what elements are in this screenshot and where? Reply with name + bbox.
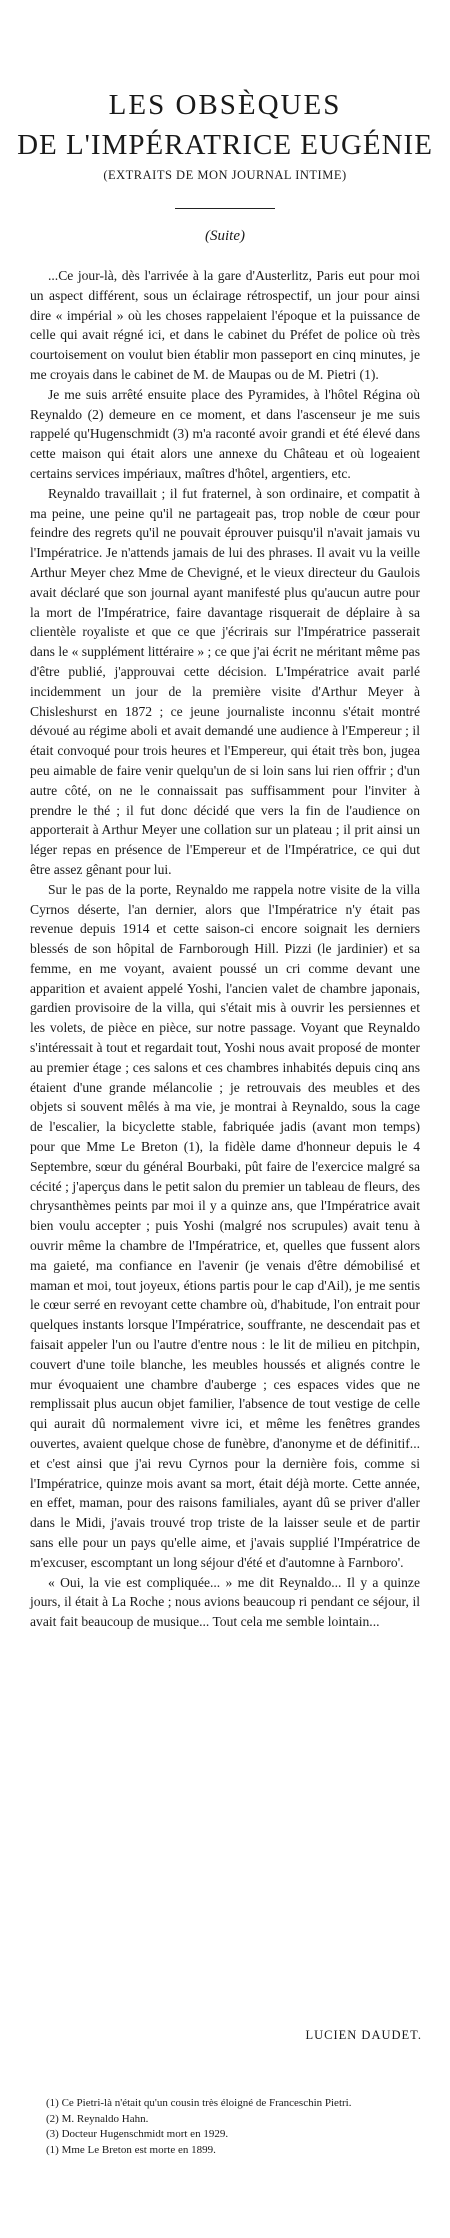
title-rule bbox=[175, 208, 275, 209]
footnote: (1) Ce Pietri-là n'était qu'un cousin très éloigné de Franceschin Pietri. bbox=[46, 2097, 352, 2109]
continuation-label: (Suite) bbox=[205, 228, 245, 244]
paragraph: « Oui, la vie est compliquée... » me dit Reynaldo... Il y a quinze jours, il était à La Roche ; nous avions beaucoup ri pendant ce séjour, il avait fait beaucoup de musique... Tout cela me semble lointain... bbox=[30, 1574, 420, 1630]
paragraph: Reynaldo travaillait ; il fut fraternel, à son ordinaire, et compatit à ma peine, une peine qu'il ne partageait pas, trop noble de cœur pour feindre des regrets qu'il ne pouvait éprouver puisqu'il n'avait jamais vu l'Impératrice. Je n'attends jamais de lui des phrases. Il avait vu la veille Arthur Meyer chez Mme de Chevigné, et le vieux directeur du Gaulois avait déclaré que son journal ayant manifesté plus qu'aucun autre pour la mort de l'Impératrice, faire davantage risquerait de déplaire à sa clientèle royaliste et que ce que j'écrirais sur l'Impératrice passerait dans le « supplément littéraire » ; ce que j'ai écrit ne méritant même pas d'être publié, j'approuvai cette décision. L'Impératrice avait parlé incidemment un jour de la première visite d'Arthur Meyer à Chisleshurst en 1872 ; ce jeune journaliste inconnu s'était montré dévoué au régime aboli et avait demandé une audience à l'Empereur ; il était convoqué pour trois heures et l'Empereur, qui était très bon, jugea peu aimable de faire venir quelqu'un de si loin sans lui rien offrir ; d'un autre côté, on ne le connaissait pas suffisamment pour l'inviter à prendre le thé ; il fut donc décidé que vers la fin de l'audience on apporterait à Arthur Meyer une collation sur un plateau ; il prit ainsi un léger repas en présence de l'Empereur et de l'Impératrice, ce qui dut être assez gênant pour lui. bbox=[30, 485, 420, 877]
footnote: (2) M. Reynaldo Hahn. bbox=[46, 2112, 149, 2125]
title-line-2: DE L'IMPÉRATRICE EUGÉNIE bbox=[17, 129, 433, 161]
footnotes bbox=[34, 2096, 424, 2158]
title-line-1: LES OBSÈQUES bbox=[108, 89, 342, 121]
footnote: (1) Mme Le Breton est morte en 1899. bbox=[46, 2143, 216, 2156]
footnote: (3) Docteur Hugenschmidt mort en 1929. bbox=[46, 2128, 229, 2140]
author-signature: LUCIEN DAUDET. bbox=[305, 2028, 422, 2042]
article-body bbox=[30, 266, 420, 1632]
paragraph: ...Ce jour-là, dès l'arrivée à la gare d'Austerlitz, Paris eut pour moi un aspect différent, sous un éclairage rétrospectif, un jour pour ainsi dire « impérial » où les choses rappelaient l'époque et la puissance de celle qui avait régné ici, et dans le cabinet du Préfet de police où très courtoisement on voulut bien établir mon passeport en cinq minutes, je me croyais dans le cabinet de M. de Maupas ou de M. Pietri (1). bbox=[30, 268, 420, 382]
paragraph: Sur le pas de la porte, Reynaldo me rappela notre visite de la villa Cyrnos déserte, l'an dernier, alors que l'Impératrice n'y était pas revenue depuis 1914 et cette saison-ci encore soignait les derniers blessés de son hôpital de Farnborough Hill. Pizzi (le jardinier) et sa femme, en me voyant, avaient poussé un cri comme devant une apparition et avaient appelé Yoshi, l'ancien valet de chambre japonais, gardien provisoire de la villa, qui s'était mis à ouvrir les persiennes et les volets, de pièce en pièce, sur notre passage. Voyant que Reynaldo s'intéressait à tout et regardait tout, Yoshi nous avait proposé de monter au premier étage ; ces salons et ces chambres inhabités depuis cinq ans étaient d'une grande mélancolie ; je retrouvais des meubles et des objets si souvent mêlés à ma vie, je montrai à Reynaldo, sous la cage de l'escalier, la bicyclette stable, fabriquée jadis (avant mon temps) pour que Mme Le Breton (1), la fidèle dame d'honneur depuis le 4 Septembre, sœur du général Bourbaki, pût faire de l'exercice malgré sa cécité ; j'aperçus dans le petit salon du premier un tableau de fleurs, des chrysanthèmes peints par moi il y a quinze ans, que l'Impératrice avait bien voulu accepter ; puis Yoshi (malgré nos scrupules) avait tenu à ouvrir même la chambre de l'Impératrice, et, quelles que fussent alors ma gaieté, ma confiance en l'avenir (je venais d'être démobilisé et maman et moi, tout joyeux, étions partis pour le cap d'Ail), je me sentis le cœur serré en revoyant cette chambre où, d'habitude, l'on entrait pour quelques instants lorsque l'Impératrice, souffrante, ne descendait pas et faisait appeler l'un ou l'autre d'entre nous : le lit de milieu en pitchpin, couvert d'une toile blanche, les meubles houssés et alignés contre le mur évoquaient une chambre d'auberge ; ces espaces vides que ne remplissait plus aucun objet familier, l'absence de tout vestige de celle qui aurait dû normalement vivre ici, et même les fenêtres grandes ouvertes, avaient quelque chose de funèbre, d'anonyme et de définitif... et c'est ainsi que j'ai revu Cyrnos pour la dernière fois, comme si l'Impératrice, quinze mois avant sa mort, était déjà morte. Cette année, en effet, maman, pour des raisons familiales, ayant dû se priver d'aller dans le Midi, j'avais trouvé trop triste de la laisser seule et de partir sans elle pour un pays qu'elle aime, et j'avais supplié l'Impératrice de m'excuser, escomptant un long séjour d'été et d'automne à Farnboro'. bbox=[30, 881, 420, 1570]
subtitle: (EXTRAITS DE MON JOURNAL INTIME) bbox=[103, 168, 347, 182]
paragraph: Je me suis arrêté ensuite place des Pyramides, à l'hôtel Régina où Reynaldo (2) demeure en ce moment, et dans l'ascenseur je me suis rappelé qu'Hugenschmidt (3) m'a raconté avoir grandi et été élevé dans cette maison qui était alors une annexe du Château et où logeaient certains services impériaux, maîtres d'hôtel, argentiers, etc. bbox=[30, 386, 420, 481]
